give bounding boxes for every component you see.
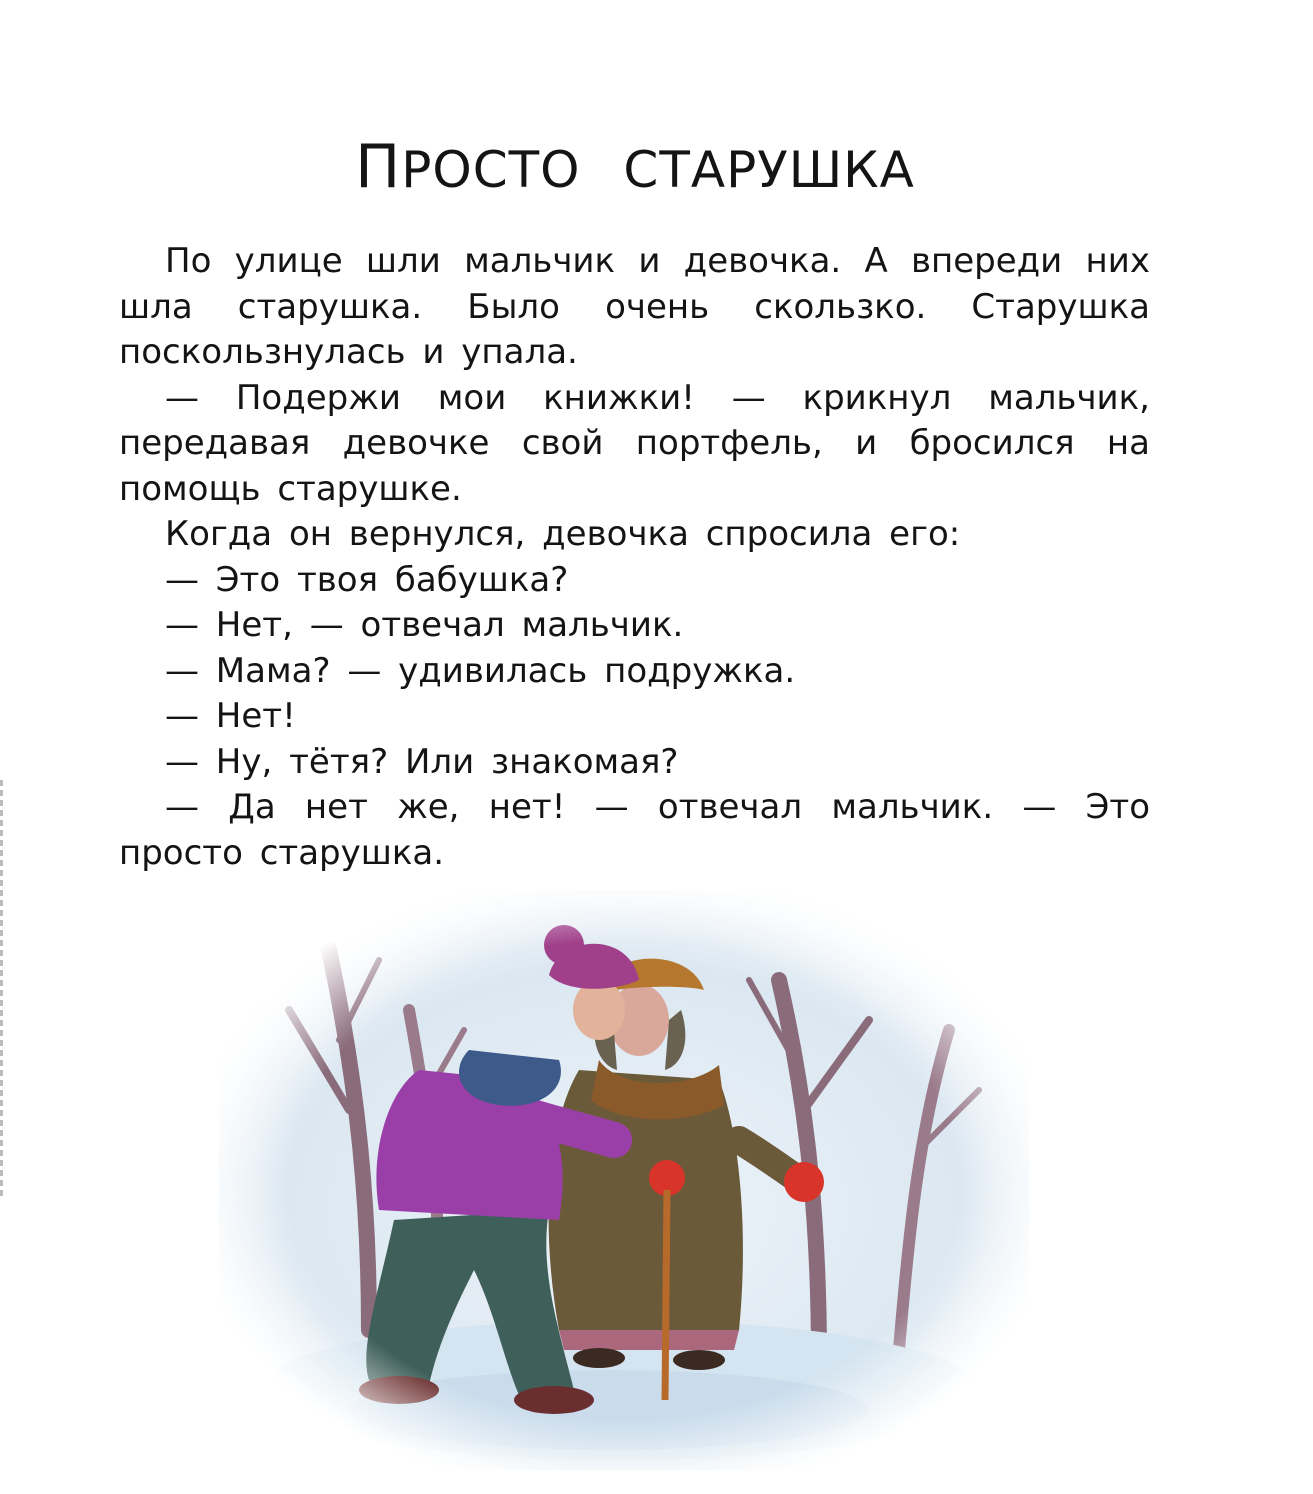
page-title: [0, 132, 1270, 202]
paragraph: Когда он вернулся, девочка спросила его:: [165, 514, 961, 554]
page-edge-marks: [0, 780, 3, 1200]
paragraph: — Нет!: [165, 696, 296, 736]
title-rest: РОСТО СТАРУШКА: [401, 141, 915, 199]
paragraph: — Подержи мои книжки! — крикнул мальчик, передавая девочке свой портфель, и бросился на помощь старушке.: [119, 377, 1150, 509]
paragraph: — Это твоя бабушка?: [165, 559, 569, 600]
paragraph: — Да нет же, нет! — отвечал мальчик. — Это просто старушка.: [119, 787, 1150, 873]
paragraph: — Мама? — удивилась подружка.: [165, 650, 796, 691]
story-text: [119, 239, 1150, 876]
paragraph: — Ну, тётя? Или знакомая?: [165, 741, 679, 782]
paragraph: — Нет, — отвечал мальчик.: [165, 605, 684, 645]
winter-scene-illustration: [219, 890, 1029, 1470]
paragraph: По улице шли мальчик и девочка. А впереди них шла старушка. Было очень скользко. Старушка поскользнулась и упала.: [119, 241, 1150, 372]
title-initial: П: [355, 132, 402, 202]
